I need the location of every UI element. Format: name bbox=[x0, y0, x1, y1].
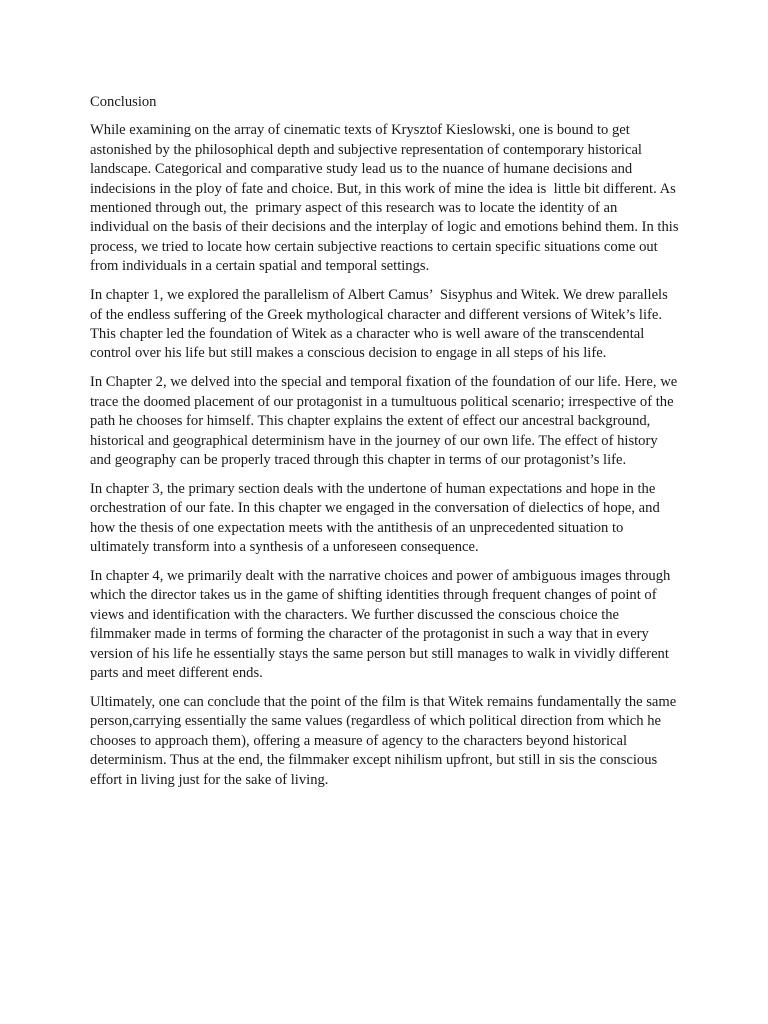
paragraph-intro: While examining on the array of cinematic texts of Krysztof Kieslowski, one is bound to get astonished by the philosophical depth and subjective representation of contemporary historical landscape. Categorical and comparative study lead us to the nuance of humane decisions and indecisions in the ploy of fate and choice. But, in this work of mine the idea is little bit different. As mentioned through out, the primary aspect of this research was to locate the identity of an individual on the basis of their decisions and the interplay of logic and emotions behind them. In this process, we tried to locate how certain subjective reactions to certain specific situations come out from individuals in a certain spatial and temporal settings. bbox=[90, 122, 683, 275]
paragraph-conclusion: Ultimately, one can conclude that the point of the film is that Witek remains fundamentally the same person,carrying essentially the same values (regardless of which political direction from which he chooses to approach them), offering a measure of agency to the characters beyond historical determinism. Thus at the end, the filmmaker except nihilism upfront, but still in sis the conscious effort in living just for the sake of living. bbox=[90, 693, 680, 788]
document-body bbox=[90, 93, 683, 799]
paragraph-chapter-1: In chapter 1, we explored the parallelism of Albert Camus’ Sisyphus and Witek. We drew parallels of the endless suffering of the Greek mythological character and different versions of Witek’s life. This chapter led the foundation of Witek as a character who is well aware of the transcendental control over his life but still makes a conscious decision to engage in all steps of his life. bbox=[90, 287, 672, 362]
paragraph-chapter-3: In chapter 3, the primary section deals with the undertone of human expectations and hope in the orchestration of our fate. In this chapter we engaged in the conversation of dielectics of hope, and how the thesis of one expectation meets with the antithesis of an unprecedented situation to ultimately transform into a synthesis of a unforeseen consequence. bbox=[90, 480, 664, 556]
paragraph-chapter-4: In chapter 4, we primarily dealt with the narrative choices and power of ambiguous images through which the director takes us in the game of shifting identities through frequent changes of point of views and identification with the characters. We further discussed the conscious choice the filmmaker made in terms of forming the character of the protagonist in such a way that in every version of his life he essentially stays the same person but still manages to walk in vividly different parts and meet different ends. bbox=[90, 567, 674, 681]
paragraph-chapter-2: In Chapter 2, we delved into the special and temporal fixation of the foundation of our life. Here, we trace the doomed placement of our protagonist in a tumultuous political scenario; irrespective of the path he chooses for himself. This chapter explains the extent of effect our ancestral background, historical and geographical determinism have in the journey of our own life. The effect of history and geography can be properly traced through this chapter in terms of our protagonist’s life. bbox=[90, 374, 681, 468]
section-heading: Conclusion bbox=[90, 94, 157, 110]
